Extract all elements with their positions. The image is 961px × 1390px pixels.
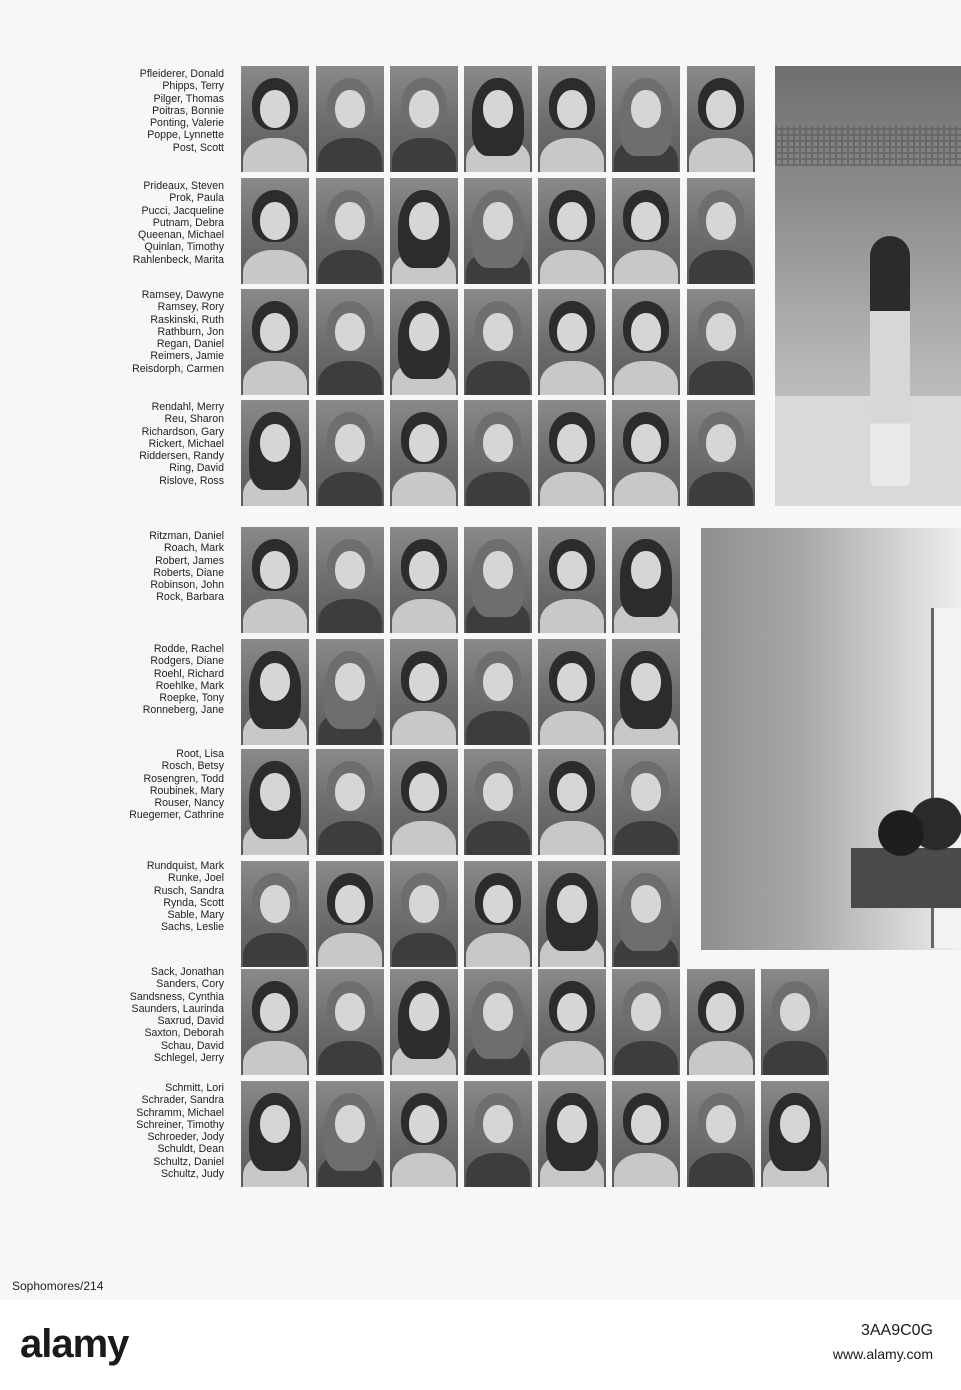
student-portrait [687,289,755,395]
window-candid-photo [701,528,961,950]
student-portrait [612,1081,680,1187]
student-portrait [464,861,532,967]
student-portrait [538,749,606,855]
student-name: Poppe, Lynnette [147,129,224,142]
name-list-group-5 [40,530,224,604]
student-name: Ring, David [169,462,224,475]
student-portrait [687,969,755,1075]
student-portrait [241,527,309,633]
student-name: Roehlke, Mark [155,679,224,692]
student-name: Rusch, Sandra [153,884,224,897]
student-portrait [612,969,680,1075]
student-name: Roberts, Diane [153,566,224,579]
watermark-bar [0,1300,961,1390]
player-figure [870,236,910,486]
student-portrait [612,289,680,395]
student-name: Schau, David [160,1039,224,1052]
shoes-on-sill [861,788,961,878]
student-portrait [464,527,532,633]
student-portrait [241,66,309,172]
student-portrait [316,400,384,506]
student-portrait [464,400,532,506]
section-page-label: Sophomores/214 [12,1279,104,1293]
student-portrait [538,400,606,506]
student-name: Schroeder, Jody [147,1131,224,1144]
student-name: Schreiner, Timothy [136,1118,224,1131]
student-portrait [390,289,458,395]
name-list-group-6 [40,643,224,717]
student-name: Prideaux, Steven [143,180,224,192]
student-portrait [390,527,458,633]
student-portrait [761,969,829,1075]
alamy-logo: alamy [20,1322,129,1366]
student-portrait [612,639,680,745]
student-name: Rock, Barbara [156,591,224,604]
student-name: Ruegemer, Cathrine [129,809,224,822]
student-name: Sachs, Leslie [160,921,224,934]
student-portrait [241,639,309,745]
student-portrait [316,178,384,284]
student-portrait [316,527,384,633]
student-portrait [241,1081,309,1187]
student-name: Sanders, Cory [156,978,224,991]
student-portrait [538,861,606,967]
gym-floor [775,396,961,506]
student-name: Rynda, Scott [163,896,224,909]
student-name: Schrader, Sandra [141,1094,224,1107]
student-name: Saxton, Deborah [144,1027,224,1040]
student-portrait [538,527,606,633]
student-portrait [316,1081,384,1187]
student-portrait [316,749,384,855]
student-portrait [612,861,680,967]
student-portrait [538,178,606,284]
student-name: Rathburn, Jon [157,325,224,338]
student-name: Rundquist, Mark [146,860,224,872]
student-name: Riddersen, Randy [139,450,224,463]
student-name: Rodde, Rachel [153,643,224,655]
student-name: Richardson, Gary [141,425,224,438]
student-name: Saunders, Laurinda [131,1002,224,1015]
student-name: Root, Lisa [176,748,224,760]
student-portrait [390,749,458,855]
student-portrait [390,639,458,745]
student-name: Sable, Mary [167,909,224,922]
student-portrait [761,1081,829,1187]
name-list-group-8 [40,860,224,934]
student-portrait [464,749,532,855]
student-portrait [241,289,309,395]
student-name: Reimers, Jamie [150,350,224,363]
student-name: Saxrud, David [157,1015,224,1028]
name-list-group-9 [40,966,224,1064]
student-name: Pilger, Thomas [153,92,224,105]
student-portrait [390,178,458,284]
watermark-url[interactable]: www.alamy.com [832,1346,933,1362]
student-name: Ramsey, Dawyne [141,289,224,301]
student-portrait [241,178,309,284]
student-portrait [612,178,680,284]
student-portrait [316,969,384,1075]
student-portrait [390,969,458,1075]
volleyball-net [775,126,961,166]
student-portrait [390,1081,458,1187]
student-name: Prok, Paula [169,192,224,205]
student-name: Rosengren, Todd [143,772,224,785]
student-name: Rahlenbeck, Marita [132,253,224,266]
student-name: Robinson, John [150,579,224,592]
student-portrait [316,289,384,395]
student-portrait [538,66,606,172]
student-portrait [612,400,680,506]
student-name: Schuldt, Dean [157,1143,224,1156]
student-name: Rosch, Betsy [161,760,224,773]
student-name: Ritzman, Daniel [149,530,224,542]
student-portrait [687,178,755,284]
student-portrait [390,66,458,172]
student-name: Schultz, Judy [160,1168,224,1181]
student-name: Ponting, Valerie [149,117,224,130]
volleyball-candid-photo [775,66,961,506]
name-list-group-4 [40,401,224,487]
student-name: Queenan, Michael [138,229,224,242]
student-name: Putnam, Debra [152,216,224,229]
student-portrait [241,969,309,1075]
student-portrait [241,749,309,855]
student-portrait [464,969,532,1075]
student-name: Reisdorph, Carmen [132,362,224,375]
image-id: 3AA9C0G [860,1322,933,1339]
student-portrait [538,969,606,1075]
student-portrait [464,639,532,745]
student-name: Roach, Mark [163,542,224,555]
student-name: Rodgers, Diane [150,655,224,668]
student-name: Rendahl, Merry [151,401,224,413]
name-list-group-7 [40,748,224,822]
name-list-group-1 [40,68,224,154]
student-portrait [316,861,384,967]
name-list-group-2 [40,180,224,266]
student-name: Regan, Daniel [156,338,224,351]
student-name: Quinlan, Timothy [144,241,224,254]
student-name: Ramsey, Rory [157,301,224,314]
student-name: Sandsness, Cynthia [129,990,224,1003]
student-name: Sack, Jonathan [150,966,224,978]
student-portrait [390,861,458,967]
student-portrait [687,66,755,172]
student-portrait [464,1081,532,1187]
student-portrait [612,527,680,633]
student-portrait [390,400,458,506]
student-portrait [316,66,384,172]
student-portrait [538,639,606,745]
student-name: Roubinek, Mary [149,784,224,797]
student-portrait [612,66,680,172]
student-name: Pfleiderer, Donald [139,68,224,80]
student-name: Robert, James [155,554,224,567]
student-name: Schmitt, Lori [165,1082,224,1094]
student-name: Rickert, Michael [148,437,224,450]
student-portrait [464,289,532,395]
student-portrait [464,66,532,172]
student-portrait [612,749,680,855]
student-name: Rislove, Ross [159,474,224,487]
student-name: Post, Scott [172,141,224,154]
student-name: Roepke, Tony [159,692,224,705]
student-portrait [316,639,384,745]
student-name: Rouser, Nancy [154,797,224,810]
student-name: Phipps, Terry [162,80,224,93]
student-name: Schultz, Daniel [153,1155,224,1168]
student-name: Schlegel, Jerry [153,1052,224,1065]
page-footer [12,1279,103,1293]
name-list-group-3 [40,289,224,375]
student-name: Poitras, Bonnie [152,104,224,117]
student-portrait [241,861,309,967]
student-name: Ronneberg, Jane [142,704,224,717]
student-portrait [464,178,532,284]
student-name: Reu, Sharon [164,413,224,426]
student-name: Pucci, Jacqueline [141,204,224,217]
student-name: Runke, Joel [168,872,224,885]
student-name: Raskinski, Ruth [150,313,224,326]
student-portrait [687,400,755,506]
name-list-group-10 [40,1082,224,1180]
student-portrait [687,1081,755,1187]
student-portrait [538,289,606,395]
student-portrait [241,400,309,506]
student-name: Schramm, Michael [136,1106,224,1119]
student-name: Roehl, Richard [153,667,224,680]
student-portrait [538,1081,606,1187]
